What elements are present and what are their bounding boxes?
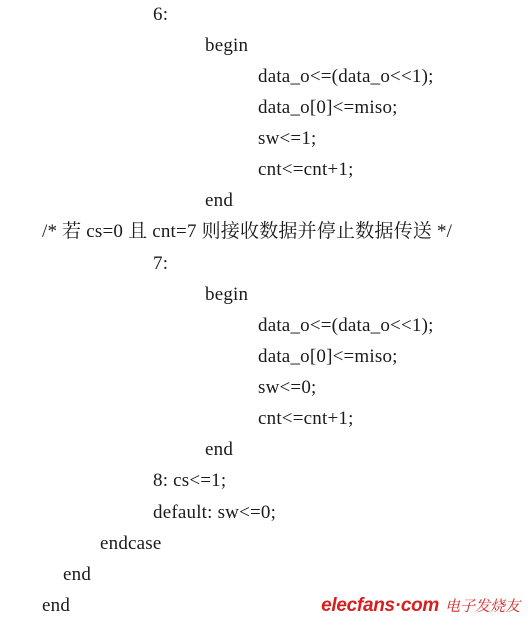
end-keyword: end	[205, 190, 234, 211]
code-statement: sw<=0;	[258, 377, 317, 398]
code-statement: cnt<=cnt+1;	[258, 159, 354, 180]
case-label-8: 8: cs<=1;	[153, 470, 227, 491]
code-statement: data_o[0]<=miso;	[258, 97, 398, 118]
watermark-logo: elecfans·com	[321, 595, 439, 616]
code-comment: /* 若 cs=0 且 cnt=7 则接收数据并停止数据传送 */	[42, 221, 453, 242]
code-statement: sw<=1;	[258, 128, 317, 149]
code-statement: data_o<=(data_o<<1);	[258, 66, 434, 87]
end-keyword: end	[42, 595, 71, 616]
watermark-chinese-text: 电子发烧友	[444, 597, 520, 615]
end-keyword: end	[63, 564, 92, 585]
case-label-7: 7:	[153, 253, 169, 274]
endcase-keyword: endcase	[100, 533, 162, 554]
code-statement: cnt<=cnt+1;	[258, 408, 354, 429]
elecfans-watermark	[321, 595, 520, 617]
default-case: default: sw<=0;	[153, 502, 277, 523]
code-statement: data_o[0]<=miso;	[258, 346, 398, 367]
end-keyword: end	[205, 439, 234, 460]
begin-keyword: begin	[205, 284, 249, 305]
case-label-6: 6:	[153, 4, 169, 25]
begin-keyword: begin	[205, 35, 249, 56]
code-statement: data_o<=(data_o<<1);	[258, 315, 434, 336]
